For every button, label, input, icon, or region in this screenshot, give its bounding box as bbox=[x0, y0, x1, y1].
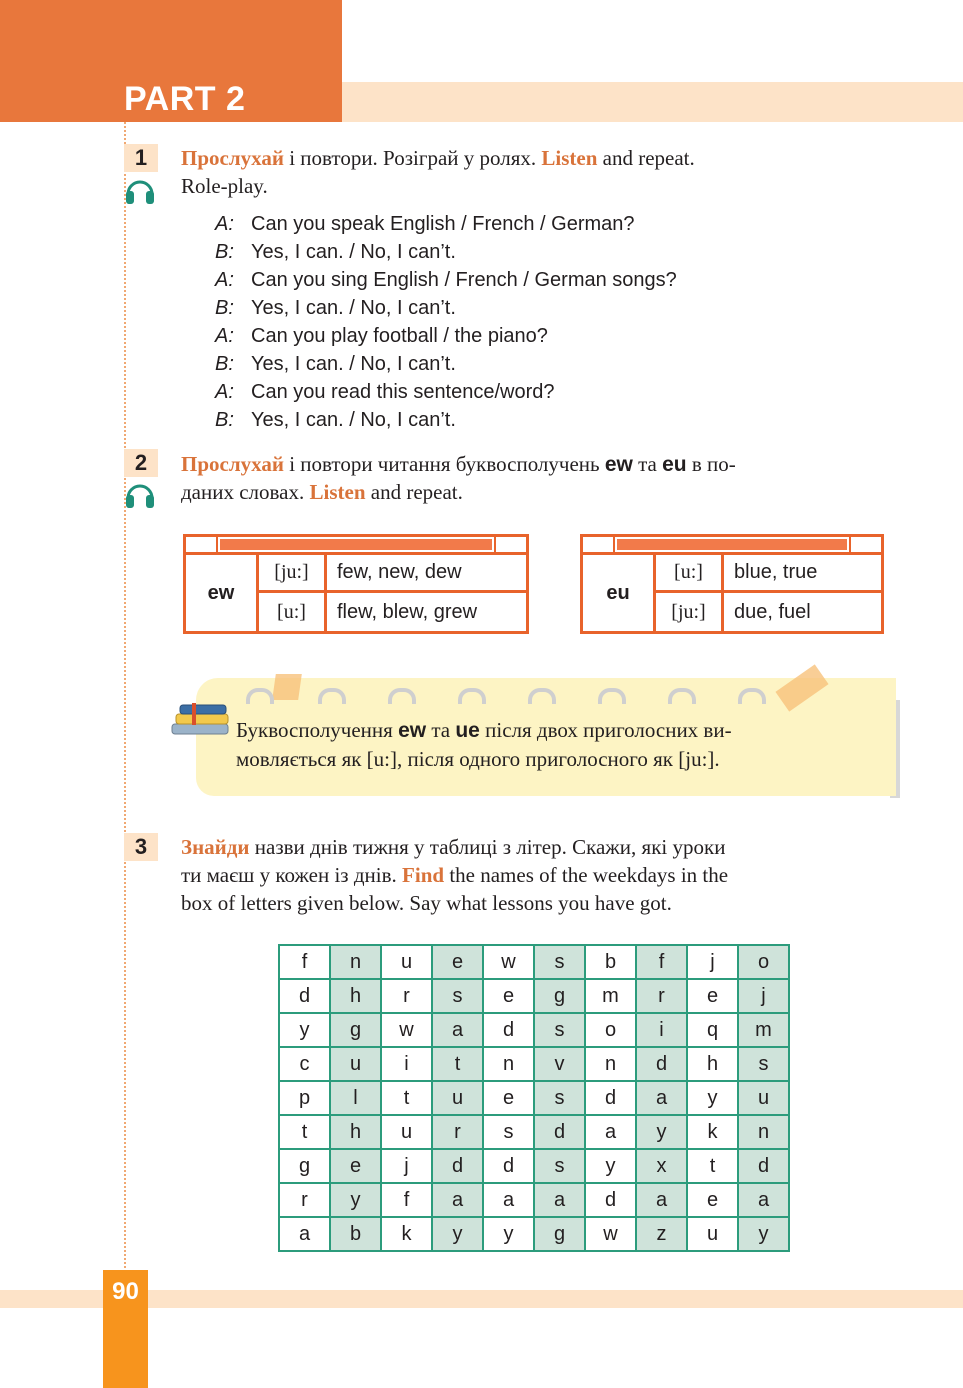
phonetic-sound: [ju:] bbox=[256, 555, 324, 593]
example-words: few, new, dew bbox=[324, 555, 526, 593]
grid-letter[interactable]: d bbox=[483, 1013, 534, 1047]
grid-letter[interactable]: t bbox=[381, 1081, 432, 1115]
instruction-text: даних словах. bbox=[181, 480, 310, 504]
grid-letter[interactable]: j bbox=[687, 945, 738, 979]
dialogue-text: Yes, I can. / No, I can’t. bbox=[251, 353, 456, 375]
instruction-text: and repeat. bbox=[597, 146, 695, 170]
instruction-text: назви днів тижня у таблиці з літер. Скажи, які уроки bbox=[249, 835, 726, 859]
grid-letter[interactable]: d bbox=[738, 1149, 789, 1183]
instruction-highlight: Прослухай bbox=[181, 452, 284, 476]
grid-letter[interactable]: e bbox=[483, 1081, 534, 1115]
binder-ring bbox=[318, 688, 346, 704]
headphones-icon[interactable] bbox=[123, 174, 157, 206]
grid-letter[interactable]: y bbox=[483, 1217, 534, 1251]
books-icon bbox=[170, 702, 230, 736]
instruction-text: в по- bbox=[686, 452, 736, 476]
speaker-label: A: bbox=[215, 325, 234, 347]
speaker-label: A: bbox=[215, 381, 234, 403]
example-words: flew, blew, grew bbox=[324, 593, 526, 631]
letter-combination: ew bbox=[398, 719, 427, 742]
binder-ring bbox=[738, 688, 766, 704]
grid-letter[interactable]: h bbox=[330, 979, 381, 1013]
grid-letter[interactable]: y bbox=[330, 1183, 381, 1217]
grid-letter[interactable]: z bbox=[636, 1217, 687, 1251]
margin-divider bbox=[124, 122, 126, 1272]
instruction-text: та bbox=[632, 452, 663, 476]
grid-letter[interactable]: a bbox=[483, 1183, 534, 1217]
dialogue-line bbox=[215, 294, 677, 322]
grid-letter[interactable]: y bbox=[585, 1149, 636, 1183]
grid-letter[interactable]: y bbox=[687, 1081, 738, 1115]
instruction-text: and repeat. bbox=[365, 480, 463, 504]
grid-letter[interactable]: k bbox=[687, 1115, 738, 1149]
grid-row bbox=[279, 1047, 789, 1081]
speaker-label: B: bbox=[215, 241, 234, 263]
grid-letter[interactable]: s bbox=[534, 1149, 585, 1183]
grid-letter[interactable]: g bbox=[534, 979, 585, 1013]
note-line-2: мовляється як [u:], після одного приголосного як [ju:]. bbox=[236, 747, 720, 771]
instruction-text: і повтори. Розіграй у ролях. bbox=[283, 146, 542, 170]
exercise-1-instruction bbox=[181, 144, 891, 172]
instruction-text: ти маєш у кожен із днів. bbox=[181, 863, 403, 887]
grid-letter[interactable]: f bbox=[279, 945, 330, 979]
instruction-highlight: Find bbox=[402, 863, 445, 887]
grid-letter[interactable]: e bbox=[432, 945, 483, 979]
grid-letter[interactable]: d bbox=[585, 1081, 636, 1115]
sound-table-ew bbox=[183, 534, 529, 634]
dialogue-line bbox=[215, 210, 677, 238]
grid-letter[interactable]: a bbox=[636, 1081, 687, 1115]
grid-letter[interactable]: a bbox=[585, 1115, 636, 1149]
letter-combination: eu bbox=[606, 581, 630, 604]
grid-letter[interactable]: e bbox=[330, 1149, 381, 1183]
grid-letter[interactable]: r bbox=[279, 1183, 330, 1217]
dialogue-text: Can you read this sentence/word? bbox=[251, 381, 555, 403]
grid-letter[interactable]: v bbox=[534, 1047, 585, 1081]
grid-letter[interactable]: t bbox=[432, 1047, 483, 1081]
grid-letter[interactable]: r bbox=[636, 979, 687, 1013]
grid-row bbox=[279, 945, 789, 979]
letter-combination: ue bbox=[455, 719, 480, 742]
table-top-bar bbox=[583, 537, 881, 555]
grid-letter[interactable]: s bbox=[432, 979, 483, 1013]
letter-combination: ew bbox=[207, 581, 235, 604]
grid-letter[interactable]: w bbox=[483, 945, 534, 979]
speaker-label: A: bbox=[215, 213, 234, 235]
binder-ring bbox=[388, 688, 416, 704]
exercise-2-instruction bbox=[181, 450, 891, 479]
grid-letter[interactable]: a bbox=[636, 1183, 687, 1217]
grid-letter[interactable]: d bbox=[636, 1047, 687, 1081]
grid-letter[interactable]: f bbox=[636, 945, 687, 979]
grid-letter[interactable]: y bbox=[636, 1115, 687, 1149]
header-strip bbox=[342, 82, 963, 122]
grid-letter[interactable]: u bbox=[330, 1047, 381, 1081]
grid-letter[interactable]: a bbox=[432, 1013, 483, 1047]
grid-letter[interactable]: a bbox=[432, 1183, 483, 1217]
instruction-highlight: Прослухай bbox=[181, 146, 284, 170]
grid-row bbox=[279, 1013, 789, 1047]
grid-letter[interactable]: e bbox=[687, 979, 738, 1013]
grid-letter[interactable]: a bbox=[738, 1183, 789, 1217]
exercise-2-number: 2 bbox=[124, 449, 158, 477]
grid-letter[interactable]: w bbox=[381, 1013, 432, 1047]
grid-letter[interactable]: d bbox=[279, 979, 330, 1013]
grid-row bbox=[279, 1081, 789, 1115]
grid-row bbox=[279, 979, 789, 1013]
example-words: due, fuel bbox=[721, 593, 881, 631]
grid-letter[interactable]: s bbox=[534, 1081, 585, 1115]
exercise-3-number: 3 bbox=[124, 833, 158, 861]
grid-letter[interactable]: g bbox=[534, 1217, 585, 1251]
grid-letter[interactable]: t bbox=[279, 1115, 330, 1149]
grid-letter[interactable]: n bbox=[738, 1115, 789, 1149]
grid-letter[interactable]: n bbox=[483, 1047, 534, 1081]
dialogue-text: Can you sing English / French / German songs? bbox=[251, 269, 677, 291]
binder-ring bbox=[528, 688, 556, 704]
speaker-label: B: bbox=[215, 297, 234, 319]
letter-combination: eu bbox=[662, 453, 687, 476]
binder-ring bbox=[458, 688, 486, 704]
grid-letter[interactable]: y bbox=[279, 1013, 330, 1047]
exercise-1-number: 1 bbox=[124, 144, 158, 172]
grid-letter[interactable]: p bbox=[279, 1081, 330, 1115]
grid-row bbox=[279, 1149, 789, 1183]
dialogue-text: Yes, I can. / No, I can’t. bbox=[251, 241, 456, 263]
instruction-text: і повтори читання буквосполучень bbox=[283, 452, 605, 476]
sound-table-eu bbox=[580, 534, 884, 634]
phonetic-sound: [u:] bbox=[256, 593, 324, 631]
grid-letter[interactable]: k bbox=[381, 1217, 432, 1251]
grid-letter[interactable]: e bbox=[687, 1183, 738, 1217]
grid-letter[interactable]: i bbox=[636, 1013, 687, 1047]
grid-letter[interactable]: h bbox=[687, 1047, 738, 1081]
instruction-highlight: Listen bbox=[541, 146, 598, 170]
dialogue-line bbox=[215, 266, 677, 294]
dialogue-text: Can you speak English / French / German? bbox=[251, 213, 635, 235]
grid-letter[interactable]: a bbox=[279, 1217, 330, 1251]
phonetic-sound: [ju:] bbox=[653, 593, 721, 631]
grid-row bbox=[279, 1183, 789, 1217]
grid-letter[interactable]: i bbox=[381, 1047, 432, 1081]
grid-letter[interactable]: r bbox=[432, 1115, 483, 1149]
grid-letter[interactable]: b bbox=[585, 945, 636, 979]
exercise-3-instruction bbox=[181, 833, 725, 861]
grid-letter[interactable]: b bbox=[330, 1217, 381, 1251]
grid-letter[interactable]: u bbox=[381, 945, 432, 979]
dialogue-text: Yes, I can. / No, I can’t. bbox=[251, 297, 456, 319]
headphones-icon[interactable] bbox=[123, 478, 157, 510]
grid-letter[interactable]: u bbox=[432, 1081, 483, 1115]
speaker-label: B: bbox=[215, 409, 234, 431]
note-line-1 bbox=[236, 716, 732, 745]
tape-decoration bbox=[272, 674, 302, 700]
dialogue-line bbox=[215, 350, 677, 378]
speaker-label: A: bbox=[215, 269, 234, 291]
grid-letter[interactable]: q bbox=[687, 1013, 738, 1047]
grid-letter[interactable]: c bbox=[279, 1047, 330, 1081]
grid-letter[interactable]: d bbox=[483, 1149, 534, 1183]
grid-letter[interactable]: m bbox=[585, 979, 636, 1013]
grid-letter[interactable]: a bbox=[534, 1183, 585, 1217]
note-text: Буквосполучення bbox=[236, 718, 399, 742]
exercise-3-instruction-line2 bbox=[181, 861, 728, 889]
grid-letter[interactable]: o bbox=[585, 1013, 636, 1047]
grid-letter[interactable]: t bbox=[687, 1149, 738, 1183]
grid-letter[interactable]: y bbox=[432, 1217, 483, 1251]
dialogue-text: Yes, I can. / No, I can’t. bbox=[251, 409, 456, 431]
dialogue-line bbox=[215, 378, 677, 406]
dialogue-line bbox=[215, 406, 677, 434]
word-search-grid bbox=[278, 944, 790, 1252]
grid-letter[interactable]: u bbox=[738, 1081, 789, 1115]
grid-letter[interactable]: x bbox=[636, 1149, 687, 1183]
binder-ring bbox=[668, 688, 696, 704]
dialogue bbox=[215, 210, 677, 434]
speaker-label: B: bbox=[215, 353, 234, 375]
grid-letter[interactable]: o bbox=[738, 945, 789, 979]
phonetic-sound: [u:] bbox=[653, 555, 721, 593]
grid-letter[interactable]: e bbox=[483, 979, 534, 1013]
grid-letter[interactable]: u bbox=[381, 1115, 432, 1149]
grid-row bbox=[279, 1115, 789, 1149]
grid-letter[interactable]: s bbox=[483, 1115, 534, 1149]
instruction-highlight: Знайди bbox=[181, 835, 250, 859]
grid-letter[interactable]: m bbox=[738, 1013, 789, 1047]
grid-letter[interactable]: s bbox=[738, 1047, 789, 1081]
page-number: 90 bbox=[112, 1278, 139, 1305]
grid-letter[interactable]: n bbox=[330, 945, 381, 979]
example-words: blue, true bbox=[721, 555, 881, 593]
instruction-highlight: Listen bbox=[309, 480, 366, 504]
table-top-bar bbox=[186, 537, 526, 555]
exercise-2-instruction-line2 bbox=[181, 478, 463, 506]
grid-letter[interactable]: f bbox=[381, 1183, 432, 1217]
binder-ring bbox=[246, 688, 274, 704]
exercise-1-instruction-line2: Role-play. bbox=[181, 174, 268, 198]
note-text: після двох приголосних ви- bbox=[479, 718, 732, 742]
note-text: та bbox=[426, 718, 456, 742]
grid-letter[interactable]: g bbox=[330, 1013, 381, 1047]
grid-letter[interactable]: l bbox=[330, 1081, 381, 1115]
grid-letter[interactable]: h bbox=[330, 1115, 381, 1149]
grid-letter[interactable]: r bbox=[381, 979, 432, 1013]
dialogue-line bbox=[215, 322, 677, 350]
dialogue-text: Can you play football / the piano? bbox=[251, 325, 548, 347]
grid-letter[interactable]: d bbox=[585, 1183, 636, 1217]
letter-combination: ew bbox=[604, 453, 633, 476]
grid-letter[interactable]: d bbox=[432, 1149, 483, 1183]
grid-letter[interactable]: s bbox=[534, 945, 585, 979]
grid-letter[interactable]: n bbox=[585, 1047, 636, 1081]
instruction-text: the names of the weekdays in the bbox=[444, 863, 729, 887]
grid-row bbox=[279, 1217, 789, 1251]
binder-ring bbox=[598, 688, 626, 704]
exercise-3-instruction-line3: box of letters given below. Say what lessons you have got. bbox=[181, 891, 672, 915]
dialogue-line bbox=[215, 238, 677, 266]
grid-letter[interactable]: j bbox=[738, 979, 789, 1013]
grid-letter[interactable]: w bbox=[585, 1217, 636, 1251]
grid-letter[interactable]: g bbox=[279, 1149, 330, 1183]
grid-letter[interactable]: u bbox=[687, 1217, 738, 1251]
grid-letter[interactable]: s bbox=[534, 1013, 585, 1047]
grid-letter[interactable]: j bbox=[381, 1149, 432, 1183]
grid-letter[interactable]: d bbox=[534, 1115, 585, 1149]
grid-letter[interactable]: y bbox=[738, 1217, 789, 1251]
page-title: PART 2 bbox=[124, 80, 246, 118]
